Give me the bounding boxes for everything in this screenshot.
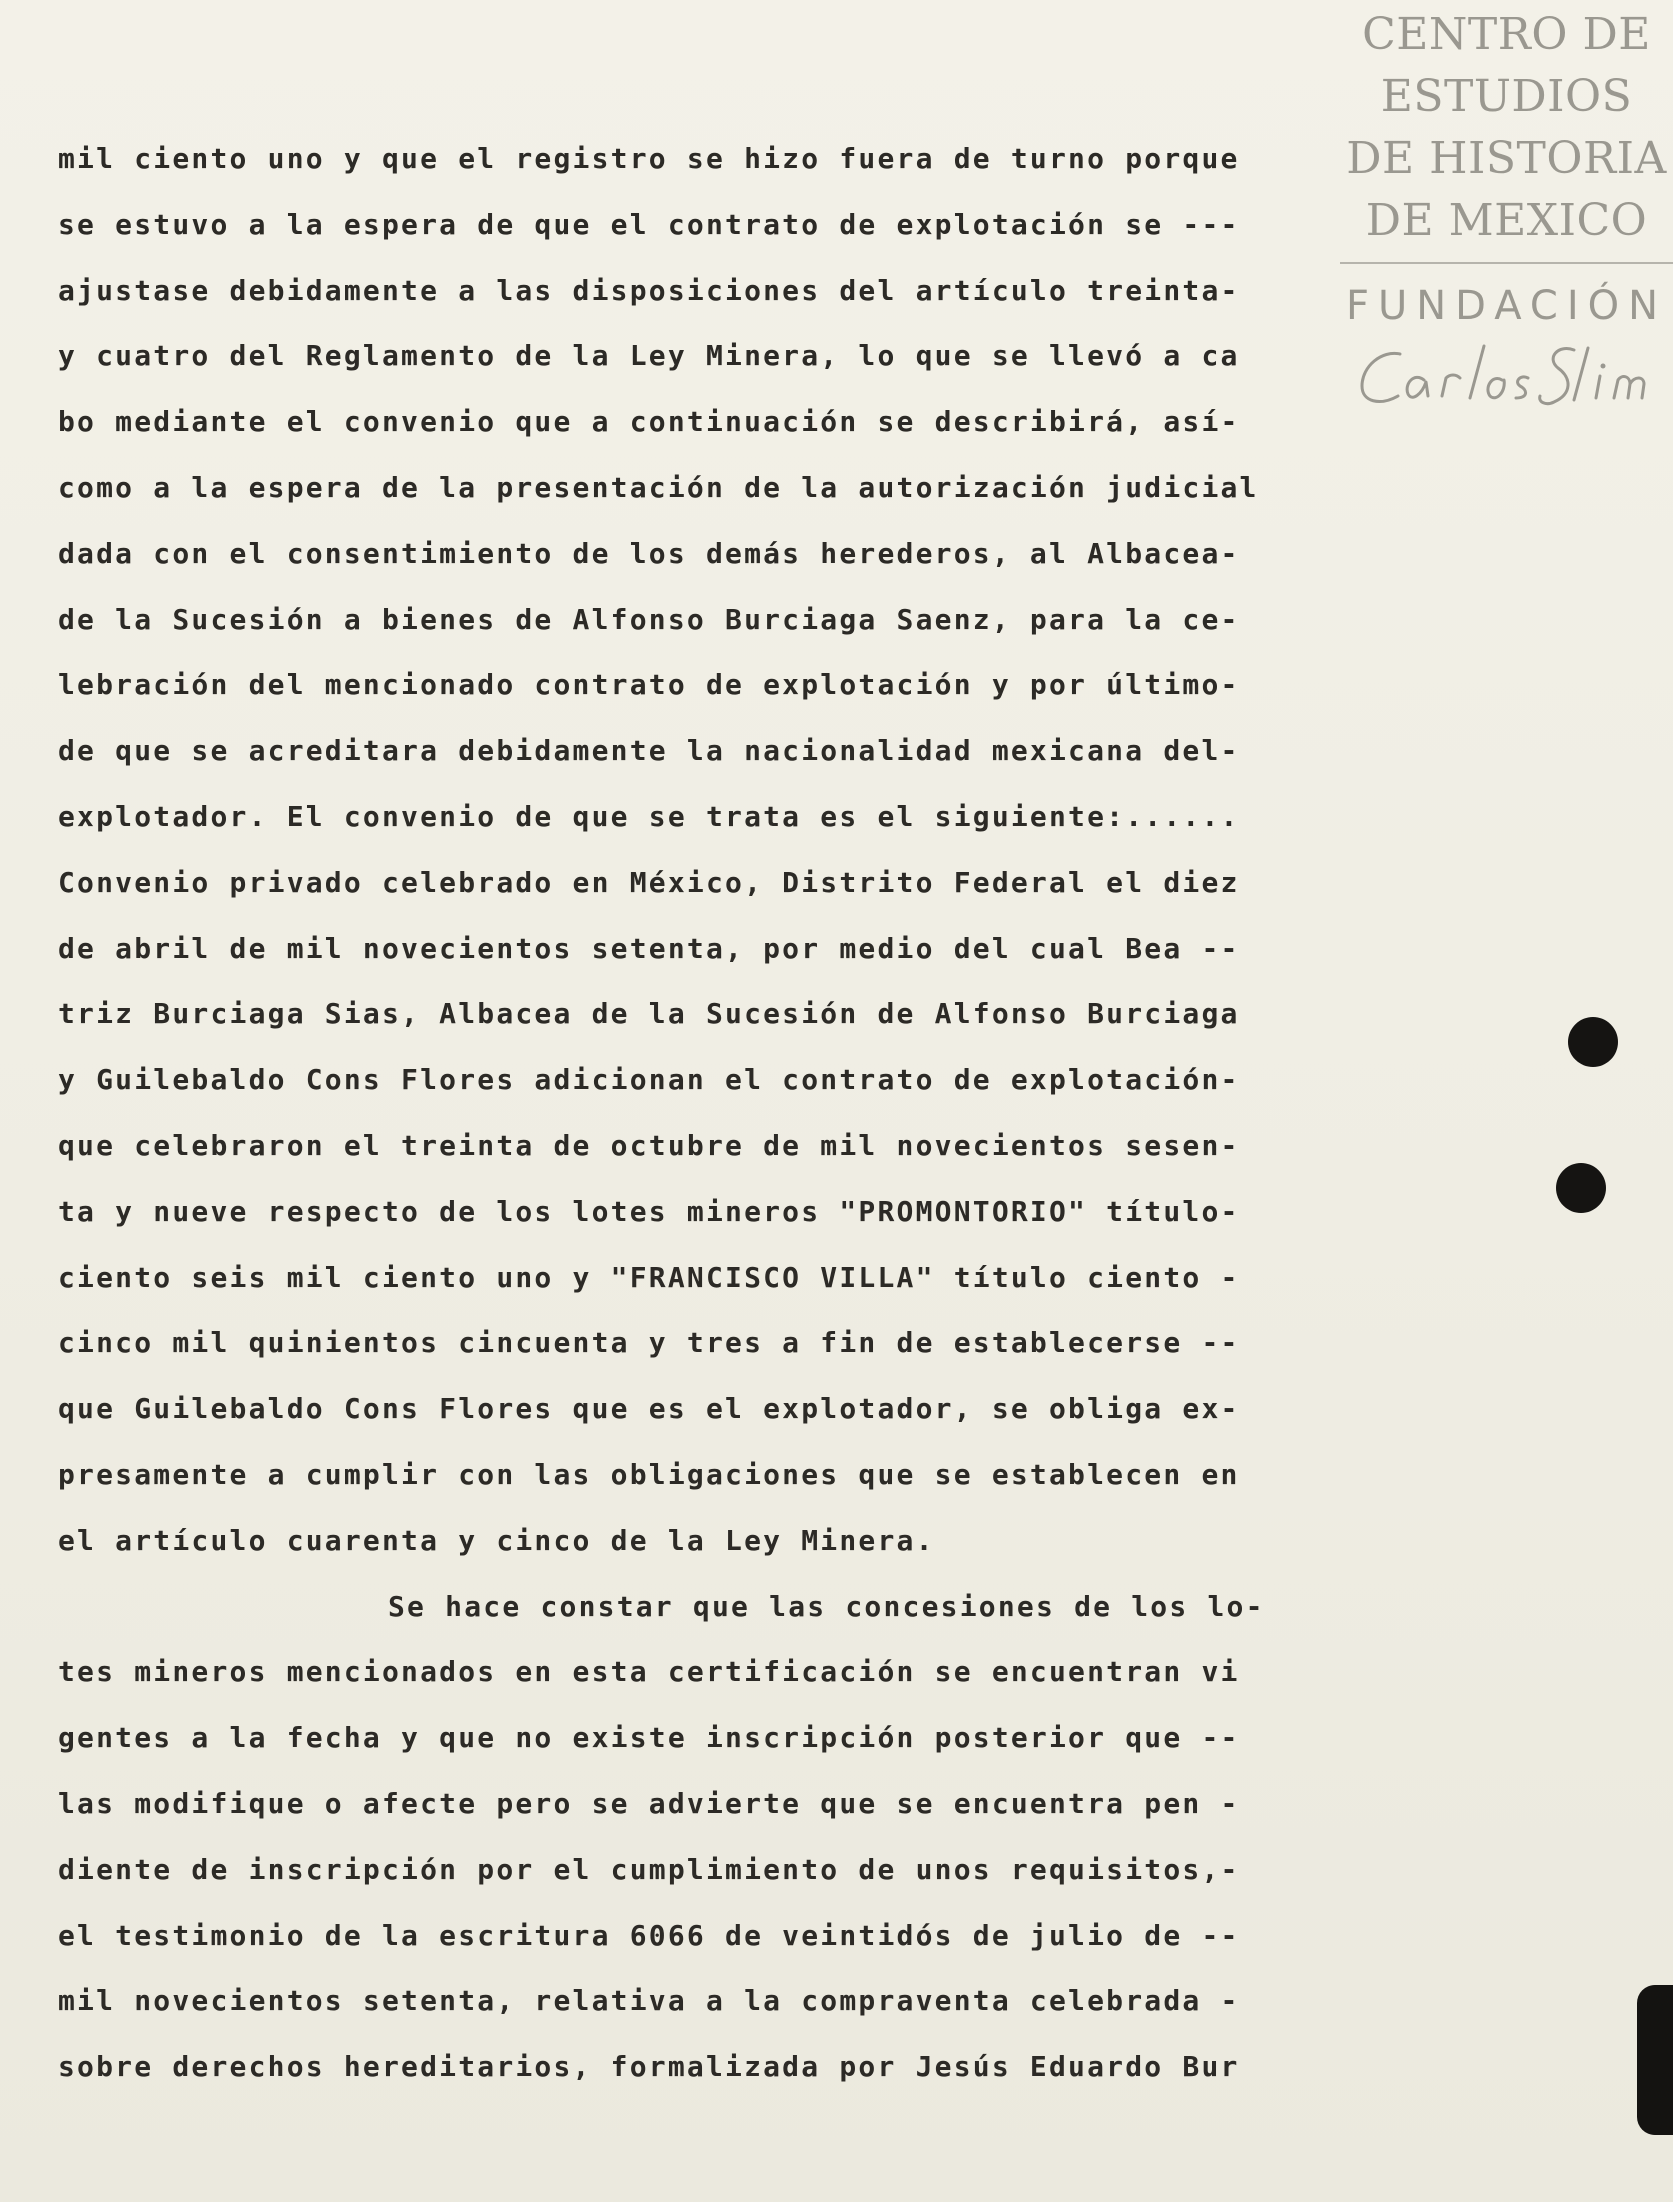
punch-hole (1568, 1017, 1618, 1067)
punch-hole (1556, 1163, 1606, 1213)
text-line: de la Sucesión a bienes de Alfonso Burciaga Saenz, para la ce- (58, 602, 1240, 636)
text-line: ta y nueve respecto de los lotes mineros "PROMONTORIO" título- (58, 1194, 1240, 1228)
text-line: gentes a la fecha y que no existe inscripción posterior que -- (58, 1721, 1240, 1755)
text-line: Convenio privado celebrado en México, Distrito Federal el diez (58, 865, 1240, 899)
text-line: bo mediante el convenio que a continuación se describirá, así- (58, 405, 1240, 439)
watermark-line: DE MEXICO (1365, 195, 1648, 246)
text-line: ciento seis mil ciento uno y "FRANCISCO VILLA" título ciento - (58, 1260, 1240, 1294)
text-line: el testimonio de la escritura 6066 de veintidós de julio de -- (58, 1918, 1240, 1952)
text-line: lebración del mencionado contrato de explotación y por último- (58, 668, 1240, 702)
text-line: y cuatro del Reglamento de la Ley Minera, lo que se llevó a ca (58, 339, 1240, 373)
text-line: se estuvo a la espera de que el contrato de explotación se --- (58, 207, 1240, 241)
text-line: cinco mil quinientos cincuenta y tres a fin de establecerse -- (58, 1326, 1240, 1360)
text-line: triz Burciaga Sias, Albacea de la Sucesión de Alfonso Burciaga (58, 997, 1240, 1031)
watermark-foundation: FUNDACIÓN (1345, 283, 1668, 329)
text-line: explotador. El convenio de que se trata es el siguiente:...... (58, 799, 1240, 833)
text-line: el artículo cuarenta y cinco de la Ley Minera. (58, 1523, 935, 1557)
text-line: mil ciento uno y que el registro se hizo fuera de turno porque (58, 142, 1240, 175)
text-line: de que se acreditara debidamente la nacionalidad mexicana del- (58, 734, 1240, 768)
watermark-line: CENTRO DE (1362, 9, 1651, 60)
text-line: que Guilebaldo Cons Flores que es el explotador, se obliga ex- (58, 1392, 1240, 1426)
typed-text-body (58, 126, 1348, 2100)
text-line: y Guilebaldo Cons Flores adicionan el contrato de explotación- (58, 1063, 1240, 1097)
signature-logo (1352, 336, 1662, 416)
text-line: como a la espera de la presentación de la autorización judicial (58, 470, 1259, 504)
archive-watermark (1340, 4, 1673, 416)
text-line: sobre derechos hereditarios, formalizada por Jesús Eduardo Bur (58, 2050, 1240, 2084)
text-line: ajustase debidamente a las disposiciones del artículo treinta- (58, 273, 1240, 307)
watermark-line: ESTUDIOS (1380, 71, 1633, 122)
text-line: de abril de mil novecientos setenta, por medio del cual Bea -- (58, 931, 1240, 965)
text-line: diente de inscripción por el cumplimiento de unos requisitos,- (58, 1852, 1240, 1886)
text-line: presamente a cumplir con las obligaciones que se establecen en (58, 1457, 1240, 1491)
text-line: tes mineros mencionados en esta certificación se encuentran vi (58, 1655, 1240, 1689)
text-line: que celebraron el treinta de octubre de mil novecientos sesen- (58, 1128, 1240, 1162)
watermark-divider (1340, 262, 1673, 264)
text-line: dada con el consentimiento de los demás herederos, al Albacea- (58, 536, 1240, 570)
paragraph-start-line: Se hace constar que las concesiones de los lo- (388, 1589, 1265, 1623)
edge-binding-mark (1637, 1985, 1673, 2135)
watermark-line: DE HISTORIA (1346, 133, 1667, 184)
text-line: las modifique o afecte pero se advierte que se encuentra pen - (58, 1786, 1240, 1820)
text-line: mil novecientos setenta, relativa a la compraventa celebrada - (58, 1984, 1240, 2018)
